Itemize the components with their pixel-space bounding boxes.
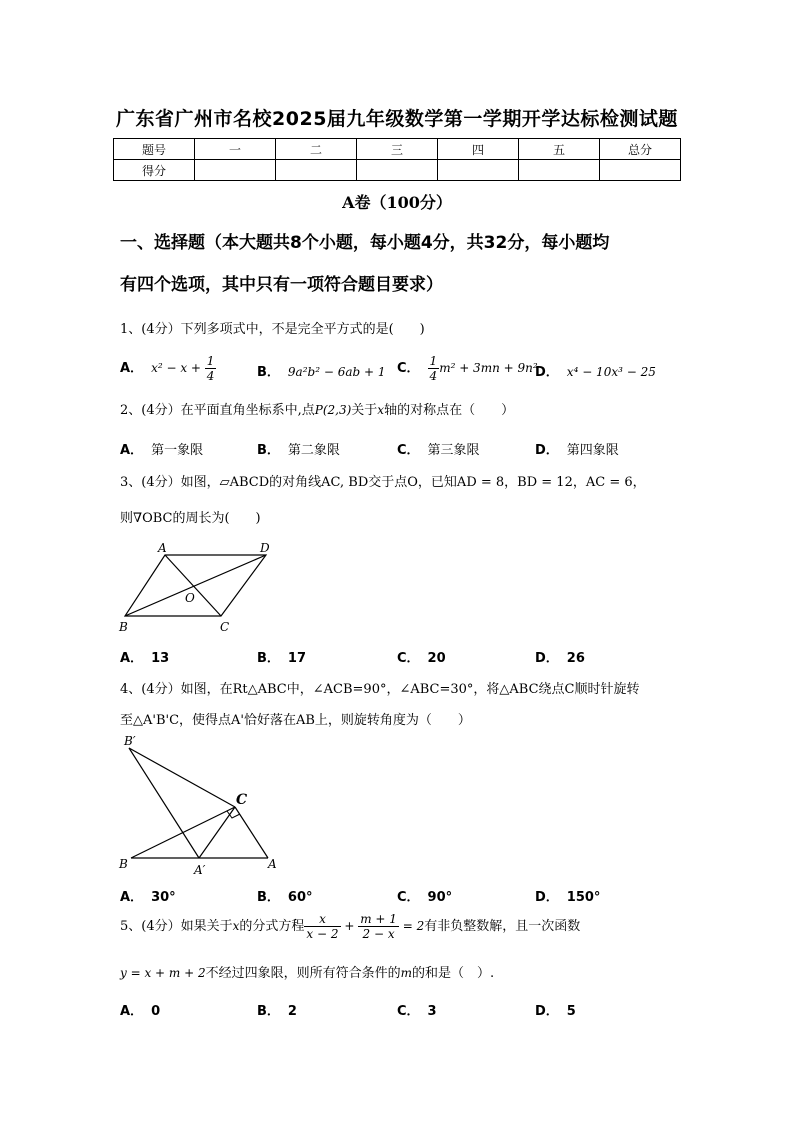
option-text: 第一象限 [151, 443, 204, 458]
option-label: A． [120, 443, 144, 458]
label-a: A [158, 541, 167, 555]
var-x: x [232, 919, 240, 933]
q2-option-a [120, 439, 203, 458]
stem-text: 关于 [351, 403, 378, 418]
label-b: B [119, 620, 128, 634]
q4-option-a [120, 886, 176, 905]
q5-option-b [257, 1000, 297, 1019]
option-text: 13 [151, 651, 170, 666]
label-a: A [268, 857, 277, 871]
option-label: B． [257, 1004, 280, 1019]
stem-text: 有非负整数解，且一次函数 [424, 919, 581, 934]
score-cell: 总分 [600, 139, 681, 160]
linear-function: y = x + m + 2 [120, 966, 206, 980]
option-text: 90° [427, 890, 453, 905]
parallelogram-figure [110, 538, 290, 638]
stem-text: 的分式方程 [239, 919, 305, 934]
question-2-stem [120, 399, 514, 418]
question-4-stem-line1: 4、(4分）如图，在Rt△ABC中，∠ACB=90°，∠ABC=30°，将△ABC绕点C顺时针旋转 [120, 682, 640, 697]
score-row-label: 得分 [114, 160, 195, 181]
rotation-figure [110, 730, 300, 880]
q3-option-b [257, 647, 306, 666]
option-label: C． [397, 890, 420, 905]
option-text: 第四象限 [566, 443, 619, 458]
score-input-cell [519, 160, 600, 181]
option-label: C． [397, 361, 420, 376]
option-label: D． [535, 651, 559, 666]
question-3-stem-line2: 则∇OBC的周长为( ) [120, 511, 261, 526]
q3-option-a [120, 647, 169, 666]
q3-option-c [397, 647, 446, 666]
label-d: D [260, 541, 270, 555]
label-c: C [236, 792, 248, 808]
option-text: 3 [427, 1004, 437, 1019]
option-text: 第二象限 [287, 443, 340, 458]
q5-option-a [120, 1000, 160, 1019]
option-text: 20 [427, 651, 446, 666]
option-text: 2 [287, 1004, 297, 1019]
score-input-cell [600, 160, 681, 181]
question-4-stem-line2: 至△A'B'C，使得点A'恰好落在AB上，则旋转角度为（ ） [120, 713, 471, 728]
score-cell: 四 [438, 139, 519, 160]
option-label: C． [397, 1004, 420, 1019]
option-label: B． [257, 443, 280, 458]
score-cell: 一 [195, 139, 276, 160]
label-o: O [185, 591, 195, 605]
axis-x: x [377, 403, 385, 417]
option-label: B． [257, 651, 280, 666]
label-b: B [119, 857, 128, 871]
frac-den: 4 [429, 369, 438, 383]
score-cell: 三 [357, 139, 438, 160]
frac-den: 2 − x [362, 927, 395, 941]
option-math: m² + 3mn + 9n² [439, 361, 538, 375]
q2-option-b [257, 439, 340, 458]
q1-option-a [120, 354, 216, 383]
q2-option-c [397, 439, 480, 458]
q5-option-d [535, 1000, 576, 1019]
option-math: 9a²b² − 6ab + 1 [287, 365, 386, 379]
question-5-stem-line1 [120, 912, 580, 941]
var-m: m [400, 966, 413, 980]
score-table [113, 138, 681, 181]
option-label: A． [120, 361, 144, 376]
frac-num: 1 [206, 354, 215, 368]
stem-text: 2、(4分）在平面直角坐标系中,点 [120, 403, 315, 418]
plus-sign: + [340, 919, 359, 933]
option-text: 26 [566, 651, 585, 666]
score-input-cell [195, 160, 276, 181]
option-text: 5 [566, 1004, 576, 1019]
option-text: 第三象限 [427, 443, 480, 458]
frac-den: 4 [206, 369, 215, 383]
score-input-cell [357, 160, 438, 181]
option-math: x² − x + [151, 361, 205, 375]
page-title: 广东省广州市名校2025届九年级数学第一学期开学达标检测试题 [116, 108, 678, 130]
stem-text: 不经过四象限，则所有符合条件的 [205, 966, 401, 981]
score-input-cell [276, 160, 357, 181]
question-3-stem-line1: 3、(4分）如图，▱ABCD的对角线AC, BD交于点O，已知AD = 8，BD = 12，AC = 6， [120, 475, 646, 490]
frac-num: m + 1 [360, 912, 397, 926]
score-input-cell [438, 160, 519, 181]
option-label: A． [120, 1004, 144, 1019]
option-label: A． [120, 890, 144, 905]
fraction [205, 354, 217, 383]
option-text: 0 [151, 1004, 161, 1019]
q1-option-c [397, 354, 538, 383]
option-label: D． [535, 890, 559, 905]
option-label: C． [397, 443, 420, 458]
frac-den: x − 2 [306, 927, 339, 941]
equals-two: = 2 [398, 919, 425, 933]
option-label: A． [120, 651, 144, 666]
score-cell: 二 [276, 139, 357, 160]
q4-option-c [397, 886, 452, 905]
question-1-stem: 1、(4分）下列多项式中，不是完全平方式的是( ) [120, 322, 425, 337]
fraction [428, 354, 440, 383]
score-table-score-row [114, 160, 681, 181]
fraction-2 [358, 912, 399, 941]
section-a-heading: A卷（100分） [342, 193, 452, 212]
q1-option-b [257, 361, 386, 380]
score-table-header-row [114, 139, 681, 160]
option-label: D． [535, 1004, 559, 1019]
frac-num: x [304, 912, 340, 927]
part1-heading-line2: 有四个选项，其中只有一项符合题目要求） [120, 275, 443, 295]
q1-option-d [535, 361, 656, 380]
q4-option-d [535, 886, 600, 905]
option-text: 150° [566, 890, 601, 905]
option-text: 30° [151, 890, 176, 905]
label-b-prime: B′ [124, 734, 136, 748]
score-cell: 五 [519, 139, 600, 160]
option-label: B． [257, 890, 280, 905]
option-text: 60° [287, 890, 313, 905]
part1-heading-line1: 一、选择题（本大题共8个小题，每小题4分，共32分，每小题均 [120, 233, 610, 253]
q5-option-c [397, 1000, 437, 1019]
q4-option-b [257, 886, 313, 905]
label-a-prime: A′ [194, 863, 206, 877]
option-label: D． [535, 365, 559, 380]
fraction-1 [304, 912, 340, 941]
option-text: 17 [287, 651, 307, 666]
score-cell: 题号 [114, 139, 195, 160]
point-p: P(2,3) [314, 403, 352, 417]
stem-text: 的和是（ ）. [412, 966, 495, 981]
option-math: x⁴ − 10x³ − 25 [566, 365, 656, 379]
q3-option-d [535, 647, 585, 666]
option-label: C． [397, 651, 420, 666]
label-c: C [220, 620, 230, 634]
option-label: B． [257, 365, 280, 380]
stem-text: 5、(4分）如果关于 [120, 919, 233, 934]
q2-option-d [535, 439, 619, 458]
option-label: D． [535, 443, 559, 458]
stem-text: 轴的对称点在（ ） [384, 403, 515, 418]
question-5-stem-line2 [120, 962, 494, 981]
frac-num: 1 [429, 354, 438, 368]
